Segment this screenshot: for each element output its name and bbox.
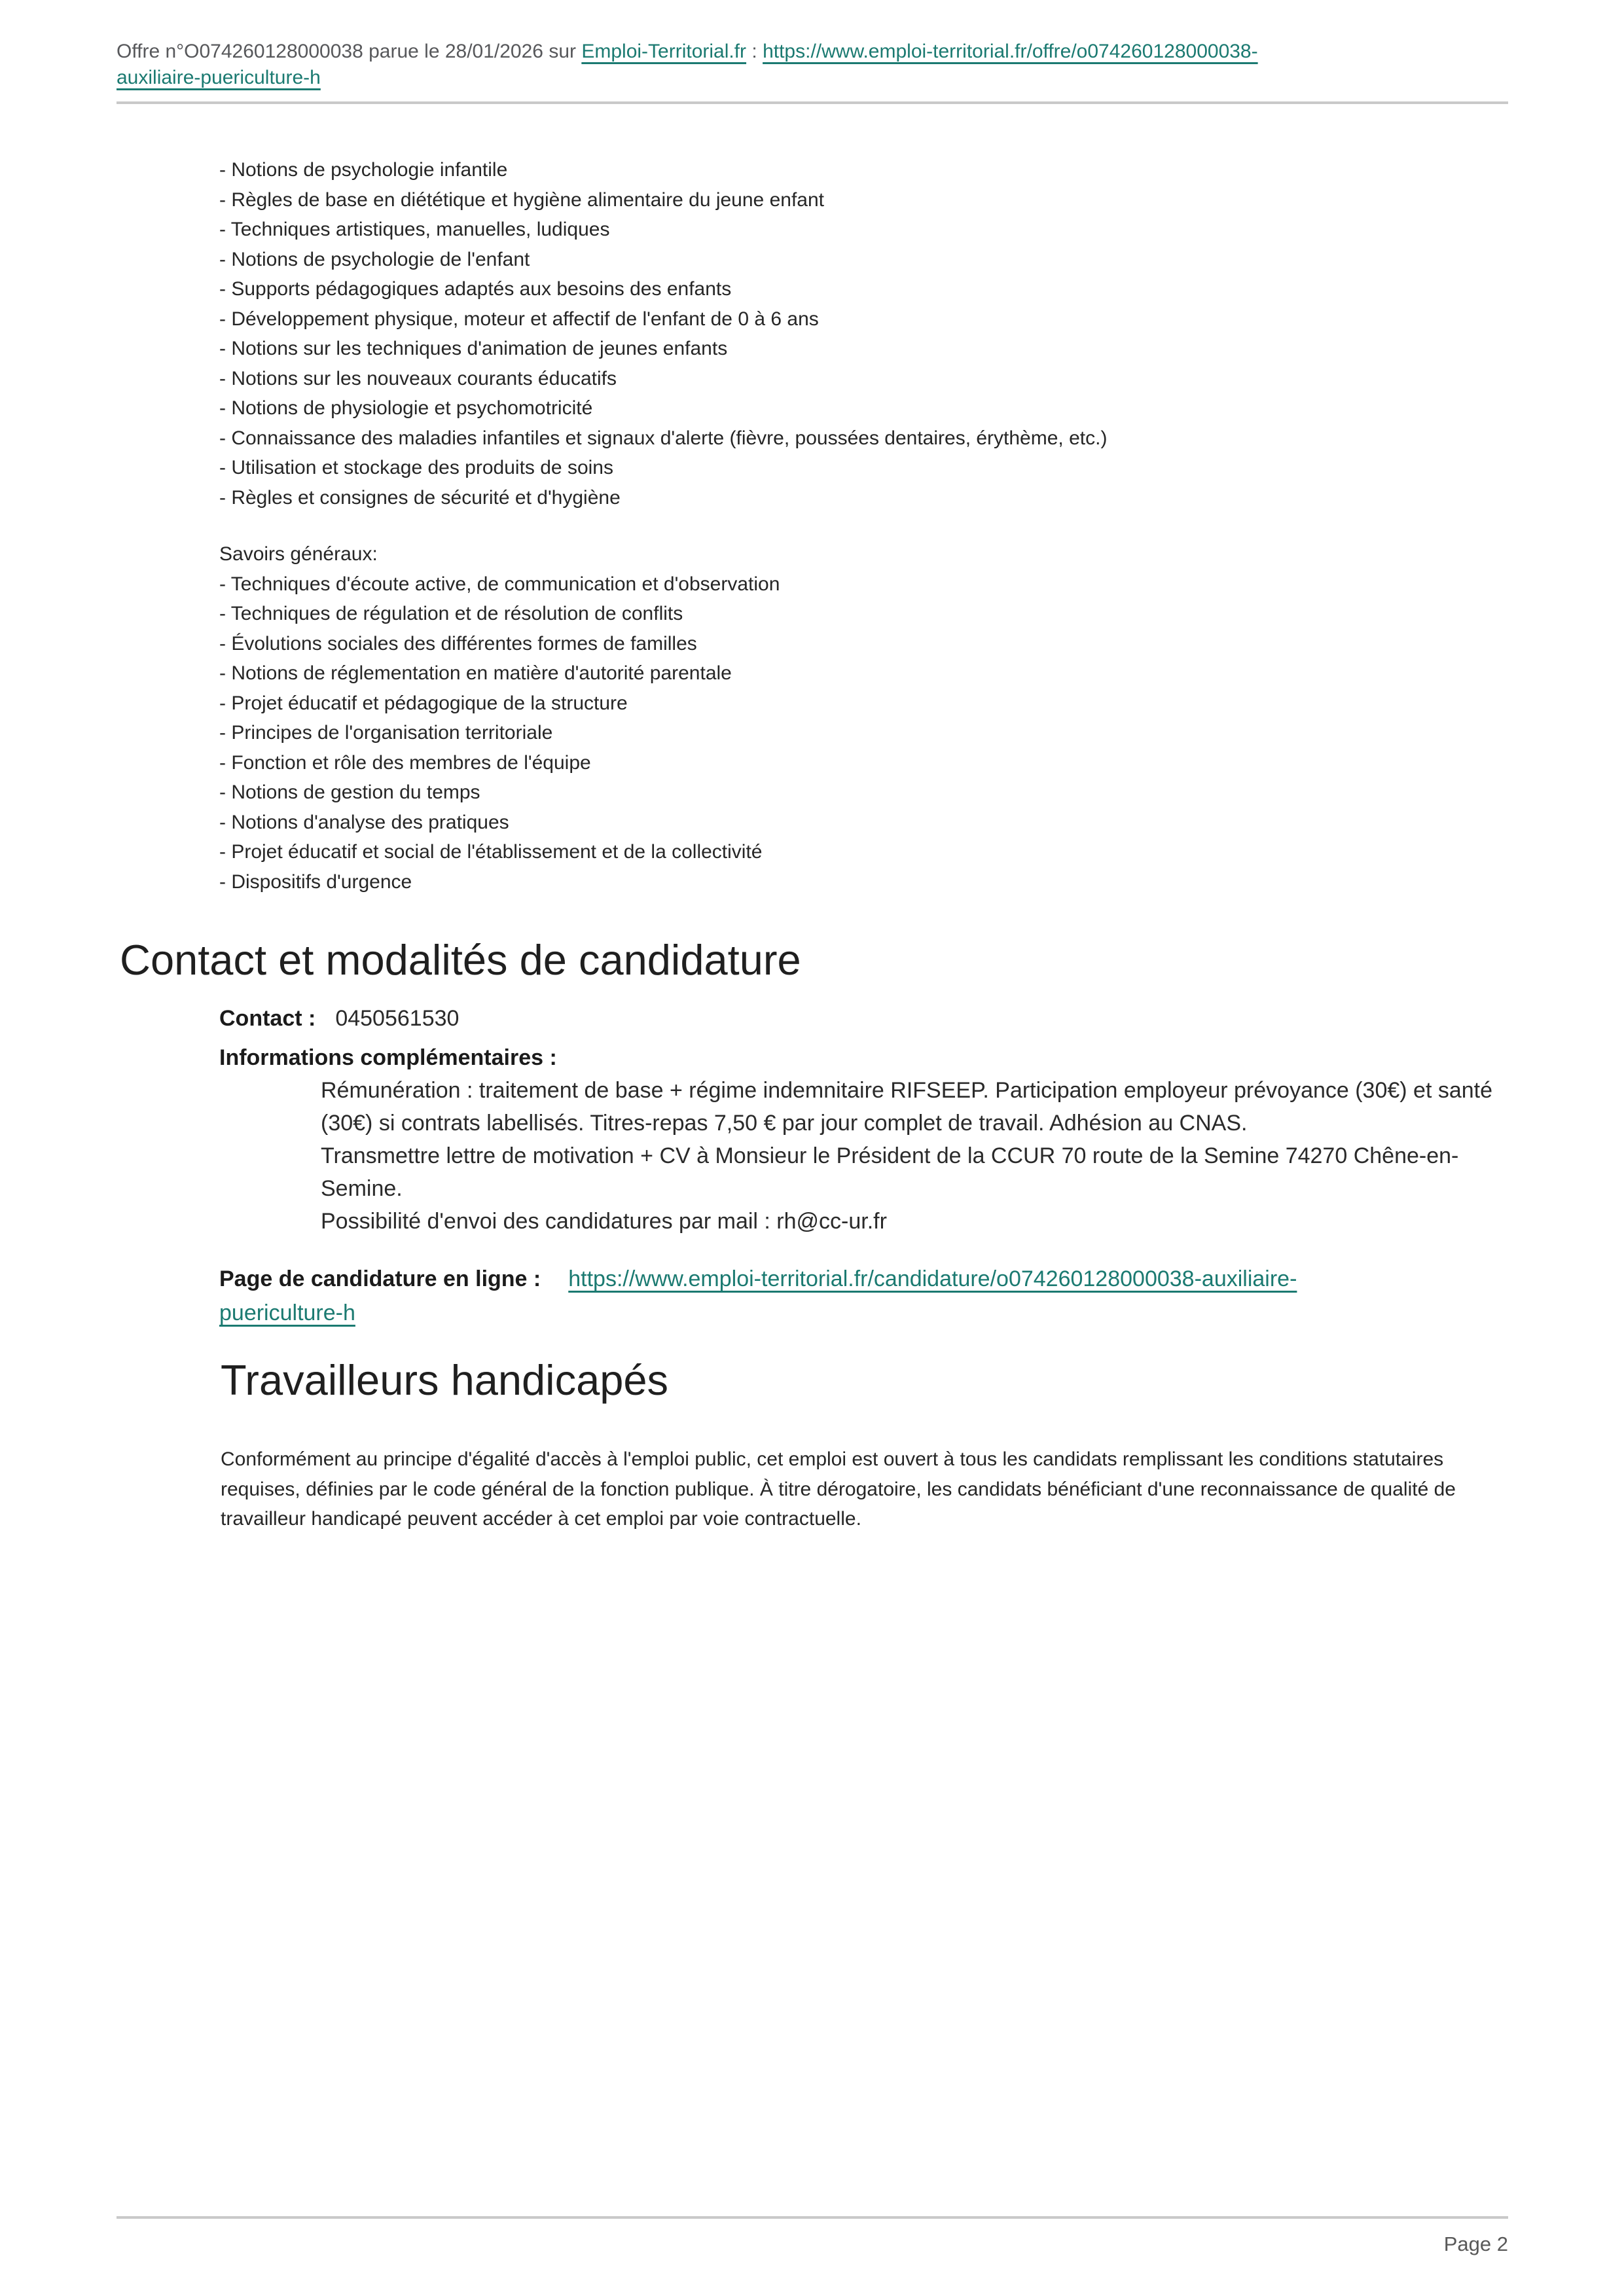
list-item: - Dispositifs d'urgence xyxy=(219,870,412,893)
skills-specific-list xyxy=(219,155,1507,512)
application-mail-paragraph: Transmettre lettre de motivation + CV à Monsieur le Président de la CCUR 70 route de la Semine 74270 Chêne-en-Semine. xyxy=(321,1143,1459,1201)
offer-header xyxy=(117,39,1508,91)
header-divider xyxy=(117,101,1508,104)
footer-page-number: Page 2 xyxy=(1443,2233,1508,2255)
list-item: - Techniques de régulation et de résolution de conflits xyxy=(219,603,683,624)
list-item: - Techniques artistiques, manuelles, ludiques xyxy=(219,219,610,240)
contact-row xyxy=(219,1002,459,1035)
offer-meta-text: Offre n°O074260128000038 parue le 28/01/2026 sur xyxy=(117,41,582,62)
mail-option-line: Possibilité d'envoi des candidatures par mail : rh@cc-ur.fr xyxy=(321,1209,887,1234)
list-item: - Fonction et rôle des membres de l'équipe xyxy=(219,751,591,774)
disabled-workers-title: Travailleurs handicapés xyxy=(221,1356,669,1404)
application-page-label: Page de candidature en ligne : xyxy=(219,1266,541,1291)
separator-colon: : xyxy=(746,41,763,62)
skills-general-label: Savoirs généraux: xyxy=(219,543,378,565)
contact-section-title: Contact et modalités de candidature xyxy=(120,936,801,984)
additional-info-label: Informations complémentaires : xyxy=(219,1045,557,1070)
skills-section xyxy=(219,155,1507,897)
application-url-line1: https://www.emploi-territorial.fr/candidature/o074260128000038-auxiliaire- xyxy=(568,1266,1297,1291)
remuneration-paragraph: Rémunération : traitement de base + régime indemnitaire RIFSEEP. Participation employeur prévoyance (30€) et santé (30€) si contrats labellisés. Titres-repas 7,50 € par jour complet de travail. Adhésion au CNAS. xyxy=(321,1078,1493,1136)
list-item: - Notions de réglementation en matière d'autorité parentale xyxy=(219,662,732,684)
additional-info-row xyxy=(219,1041,557,1074)
list-item: - Règles de base en diététique et hygiène alimentaire du jeune enfant xyxy=(219,188,824,211)
list-item: - Notions de gestion du temps xyxy=(219,781,480,803)
list-item: - Notions sur les techniques d'animation de jeunes enfants xyxy=(219,338,728,359)
footer-divider xyxy=(117,2216,1508,2219)
application-page-row xyxy=(219,1262,1507,1330)
list-item: - Règles et consignes de sécurité et d'hygiène xyxy=(219,486,621,509)
list-item: - Notions de psychologie de l'enfant xyxy=(219,248,530,270)
contact-phone-value: 0450561530 xyxy=(335,1006,460,1031)
offer-url-line2: auxiliaire-puericulture-h xyxy=(117,67,321,88)
list-item: - Développement physique, moteur et affectif de l'enfant de 0 à 6 ans xyxy=(219,308,819,330)
list-item: - Projet éducatif et pédagogique de la structure xyxy=(219,692,628,714)
skills-general-list xyxy=(219,569,1507,897)
disabled-workers-paragraph: Conformément au principe d'égalité d'accès à l'emploi public, cet emploi est ouvert à tous les candidats remplissant les conditions statutaires requises, définies par le code général de la fonction publique. À titre dérogatoire, les candidats bénéficiant d'une reconnaissance de qualité de travailleur handicapé peuvent accéder à cet emploi par voie contractuelle. xyxy=(221,1448,1456,1530)
list-item: - Notions d'analyse des pratiques xyxy=(219,811,509,833)
list-item: - Évolutions sociales des différentes formes de familles xyxy=(219,632,697,655)
list-item: - Notions sur les nouveaux courants éducatifs xyxy=(219,367,617,389)
list-item: - Notions de physiologie et psychomotricité xyxy=(219,397,593,419)
site-link[interactable]: Emploi-Territorial.fr xyxy=(581,41,747,62)
additional-info-paragraphs xyxy=(321,1074,1507,1238)
contact-label: Contact : xyxy=(219,1006,316,1031)
list-item: - Principes de l'organisation territoriale xyxy=(219,722,553,744)
offer-url-line1: https://www.emploi-territorial.fr/offre/o074260128000038- xyxy=(763,41,1258,62)
list-item: - Utilisation et stockage des produits de soins xyxy=(219,457,613,478)
list-item: - Techniques d'écoute active, de communication et d'observation xyxy=(219,573,780,595)
list-item: - Supports pédagogiques adaptés aux besoins des enfants xyxy=(219,278,732,300)
list-item: - Projet éducatif et social de l'établissement et de la collectivité xyxy=(219,841,763,863)
list-item: - Notions de psychologie infantile xyxy=(219,159,508,181)
application-url-line2: puericulture-h xyxy=(219,1300,355,1325)
list-item: - Connaissance des maladies infantiles et signaux d'alerte (fièvre, poussées dentaires, érythème, etc.) xyxy=(219,427,1108,449)
